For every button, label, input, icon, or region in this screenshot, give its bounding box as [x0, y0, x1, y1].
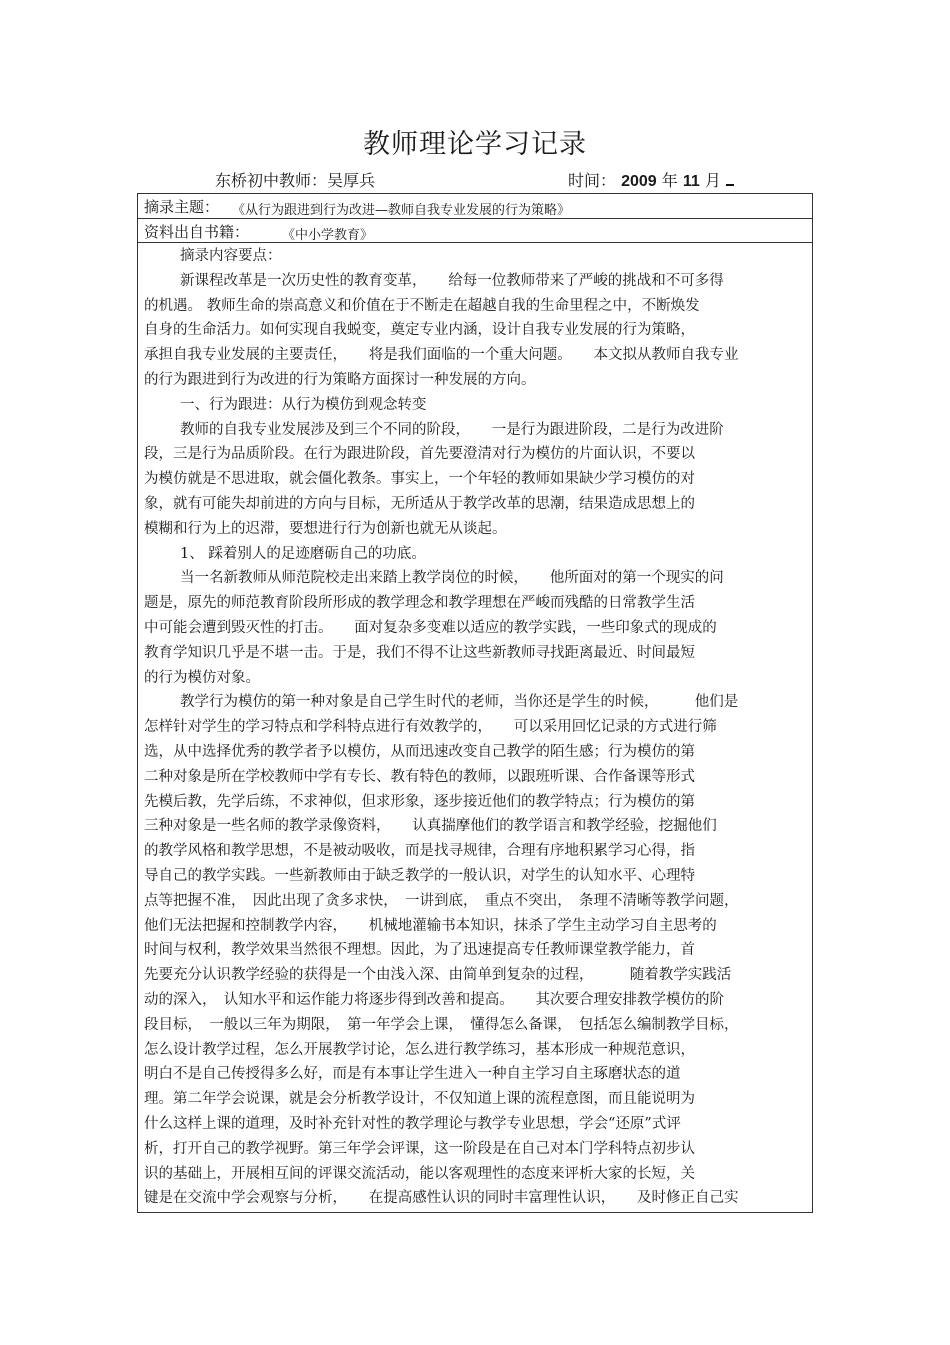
content-line: 段，三是行为品质阶段。在行为跟进阶段，首先要澄清对行为模仿的片面认识，不要以 — [144, 446, 695, 463]
content-line: 怎么设计教学过程，怎么开展教学讨论，怎么进行教学练习，基本形成一种规范意识， — [144, 1041, 695, 1058]
date-info — [568, 168, 734, 191]
content-line: 识的基础上，开展相互间的评课交流活动，能以客观理性的态度来评析大家的长短，关 — [144, 1165, 695, 1182]
content-line: 承担自我专业发展的主要责任， 将是我们面临的一个重大问题。 本文拟从教师自我专业 — [144, 347, 739, 364]
content-line: 时间与权利，教学效果当然很不理想。因此，为了迅速提高专任教师课堂教学能力，首 — [144, 942, 695, 959]
content-line: 怎样针对学生的学习特点和学科特点进行有效教学的， 可以采用回忆记录的方式进行筛 — [144, 719, 717, 736]
content-line: 他们无法把握和控制教学内容， 机械地灌输书本知识，抹杀了学生主动学习自主思考的 — [144, 917, 717, 934]
time-label: 时间： — [568, 171, 617, 190]
content-line: 的行为跟进到行为改进的行为策略方面探讨一种发展的方向。 — [144, 372, 536, 388]
source-value: 《中小学教育》 — [282, 228, 374, 243]
content-line: 二种对象是所在学校教师中学有专长、教有特色的教师，以跟班听课、合作备课等形式 — [144, 768, 695, 785]
content-line: 三种对象是一些名师的教学录像资料， 认真揣摩他们的教学语言和教学经验，挖掘他们 — [144, 818, 717, 835]
record-table — [137, 193, 813, 1213]
theme-row — [138, 194, 812, 219]
excerpt-content — [138, 243, 812, 1213]
page-title: 教师理论学习记录 — [363, 129, 587, 160]
content-line: 先要充分认识教学经验的获得是一个由浅入深、由简单到复杂的过程， 随着教学实践活 — [144, 967, 732, 984]
blank-underline — [726, 170, 734, 186]
content-line: 析，打开自己的教学视野。第三年学会评课，这一阶段是在自己对本门学科特点初步认 — [144, 1140, 695, 1157]
content-line: 一、行为跟进：从行为模仿到观念转变 — [180, 396, 427, 413]
content-line: 理。第二年学会说课，就是会分析教学设计，不仅知道上课的流程意图，而且能说明为 — [144, 1091, 695, 1108]
theme-label: 摘录主题： — [144, 198, 220, 216]
content-line: 键是在交流中学会观察与分析， 在提高感性认识的同时丰富理性认识， 及时修正自己实 — [144, 1190, 739, 1207]
excerpt-heading: 摘录内容要点： — [180, 248, 282, 264]
source-row — [138, 219, 812, 243]
source-label: 资料出自书籍： — [144, 223, 250, 241]
content-line: 自身的生命活力。如何实现自我蜕变，奠定专业内涵，设计自我专业发展的行为策略， — [144, 322, 695, 339]
content-line: 题是，原先的师范教育阶段所形成的教学理念和教学理想在严峻而残酷的日常教学生活 — [144, 595, 695, 612]
content-line: 选，从中选择优秀的教学者予以模仿，从而迅速改变自己教学的陌生感；行为模仿的第 — [144, 744, 695, 760]
content-line: 教学行为模仿的第一种对象是自己学生时代的老师，当你还是学生的时候， 他们是 — [180, 694, 739, 711]
year-unit: 年 — [661, 171, 678, 190]
content-line: 的机遇。 教师生命的崇高意义和价值在于不断走在超越自我的生命里程之中，不断焕发 — [144, 297, 700, 314]
content-line: 的教学风格和教学思想，不是被动吸收，而是找寻规律，合理有序地积累学习心得，指 — [144, 843, 695, 860]
content-line: 象，就有可能失却前进的方向与目标，无所适从于教学改革的思潮，结果造成思想上的 — [144, 496, 695, 512]
content-line: 教育学知识几乎是不堪一击。于是，我们不得不让这些新教师寻找距离最近、时间最短 — [144, 644, 695, 661]
content-line: 教师的自我专业发展涉及到三个不同的阶段， 一是行为跟进阶段，二是行为改进阶 — [180, 421, 724, 438]
year-value: 2009 — [621, 173, 657, 190]
content-line: 模糊和行为上的迟滞，要想进行行为创新也就无从谈起。 — [144, 520, 507, 537]
content-line: 导自己的教学实践。一些新教师由于缺乏教学的一般认识，对学生的认知水平、心理特 — [144, 868, 695, 884]
content-line: 1、 踩着别人的足迹磨砺自己的功底。 — [180, 545, 426, 562]
content-line: 的行为模仿对象。 — [144, 669, 260, 686]
teacher-info: 东桥初中教师：吴厚兵 — [215, 171, 376, 190]
content-line: 明白不是自己传授得多么好，而是有本事让学生进入一种自主学习自主琢磨状态的道 — [144, 1066, 681, 1083]
content-line: 当一名新教师从师范院校走出来踏上教学岗位的时候， 他所面对的第一个现实的问 — [180, 570, 724, 587]
content-line: 动的深入， 认知水平和运作能力将逐步得到改善和提高。 其次要合理安排教学模仿的阶 — [144, 992, 724, 1008]
content-line: 先模后教，先学后练，不求神似，但求形象，逐步接近他们的教学特点；行为模仿的第 — [144, 793, 695, 810]
content-line: 点等把握不准， 因此出现了贪多求快， 一讲到底， 重点不突出， 条理不清晰等教学问题， — [144, 892, 739, 909]
theme-value: 《从行为跟进到行为改进—教师自我专业发展的行为策略》 — [232, 203, 571, 218]
content-line: 段目标， 一般以三年为期限， 第一年学会上课， 懂得怎么备课， 包括怎么编制教学目标， — [144, 1016, 739, 1033]
content-line: 为模仿就是不思进取，就会僵化教条。事实上，一个年轻的教师如果缺少学习模仿的对 — [144, 471, 695, 488]
content-line: 什么这样上课的道理，及时补充针对性的教学理论与教学专业思想，学会“还原”式评 — [144, 1116, 681, 1132]
content-line: 新课程改革是一次历史性的教育变革， 给每一位教师带来了严峻的挑战和不可多得 — [180, 272, 724, 289]
content-line: 中可能会遭到毁灭性的打击。 面对复杂多变难以适应的教学实践，一些印象式的现成的 — [144, 620, 717, 636]
month-unit: 月 — [704, 171, 721, 190]
month-value: 11 — [682, 173, 700, 190]
